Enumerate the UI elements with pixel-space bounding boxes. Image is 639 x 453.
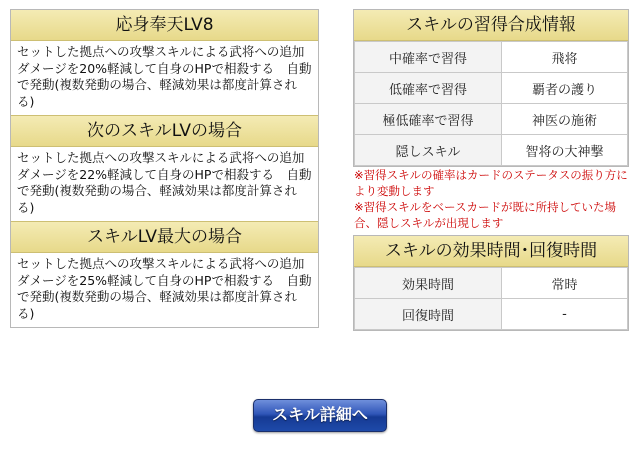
effect-time-box	[353, 235, 629, 331]
acquire-info-header: スキルの習得合成情報	[354, 10, 628, 41]
recovery-time-label: 回復時間	[355, 299, 502, 330]
effect-time-table	[354, 267, 628, 330]
skill-description-next: セットした拠点への攻撃スキルによる武将への追加ダメージを22%軽減して自身のHPで相殺する 自動で発動(複数発動の場合、軽減効果は都度計算される)	[17, 150, 312, 215]
acquire-value: 飛将	[502, 42, 628, 73]
skill-description-current: セットした拠点への攻撃スキルによる武将への追加ダメージを20%軽減して自身のHPで相殺する 自動で発動(複数発動の場合、軽減効果は都度計算される)	[17, 44, 312, 109]
skill-detail-button[interactable]: スキル詳細へ	[253, 399, 387, 432]
effect-time-label: 効果時間	[355, 268, 502, 299]
skill-info-panel	[353, 9, 629, 331]
recovery-time-value: -	[502, 299, 628, 330]
table-row	[355, 268, 628, 299]
probability-note: ※習得スキルの確率はカードのステータスの振り方により変動します	[354, 168, 628, 198]
acquire-label: 中確率で習得	[355, 42, 502, 73]
acquire-label: 極低確率で習得	[355, 104, 502, 135]
hidden-skill-note: ※習得スキルをベースカードが既に所持していた場合、隠しスキルが出現します	[354, 200, 616, 230]
table-row	[355, 73, 628, 104]
table-row	[355, 135, 628, 166]
acquire-value: 覇者の護り	[502, 73, 628, 104]
max-level-header: スキルLV最大の場合	[11, 221, 318, 253]
skill-description-box	[10, 9, 319, 328]
effect-time-header: スキルの効果時間･回復時間	[354, 236, 628, 267]
next-level-header: 次のスキルLVの場合	[11, 115, 318, 147]
skill-name-header: 応身奉天LV8	[11, 10, 318, 41]
table-row	[355, 42, 628, 73]
effect-time-value: 常時	[502, 268, 628, 299]
acquire-value: 神医の施術	[502, 104, 628, 135]
hidden-skill-label: 隠しスキル	[355, 135, 502, 166]
table-row	[355, 104, 628, 135]
acquire-label: 低確率で習得	[355, 73, 502, 104]
hidden-skill-value: 智将の大神撃	[502, 135, 628, 166]
acquire-info-box	[353, 9, 629, 167]
skill-description-max: セットした拠点への攻撃スキルによる武将への追加ダメージを25%軽減して自身のHPで相殺する 自動で発動(複数発動の場合、軽減効果は都度計算される)	[17, 256, 312, 321]
skill-description-panel	[10, 9, 319, 328]
table-row	[355, 299, 628, 330]
acquire-info-table	[354, 41, 628, 166]
